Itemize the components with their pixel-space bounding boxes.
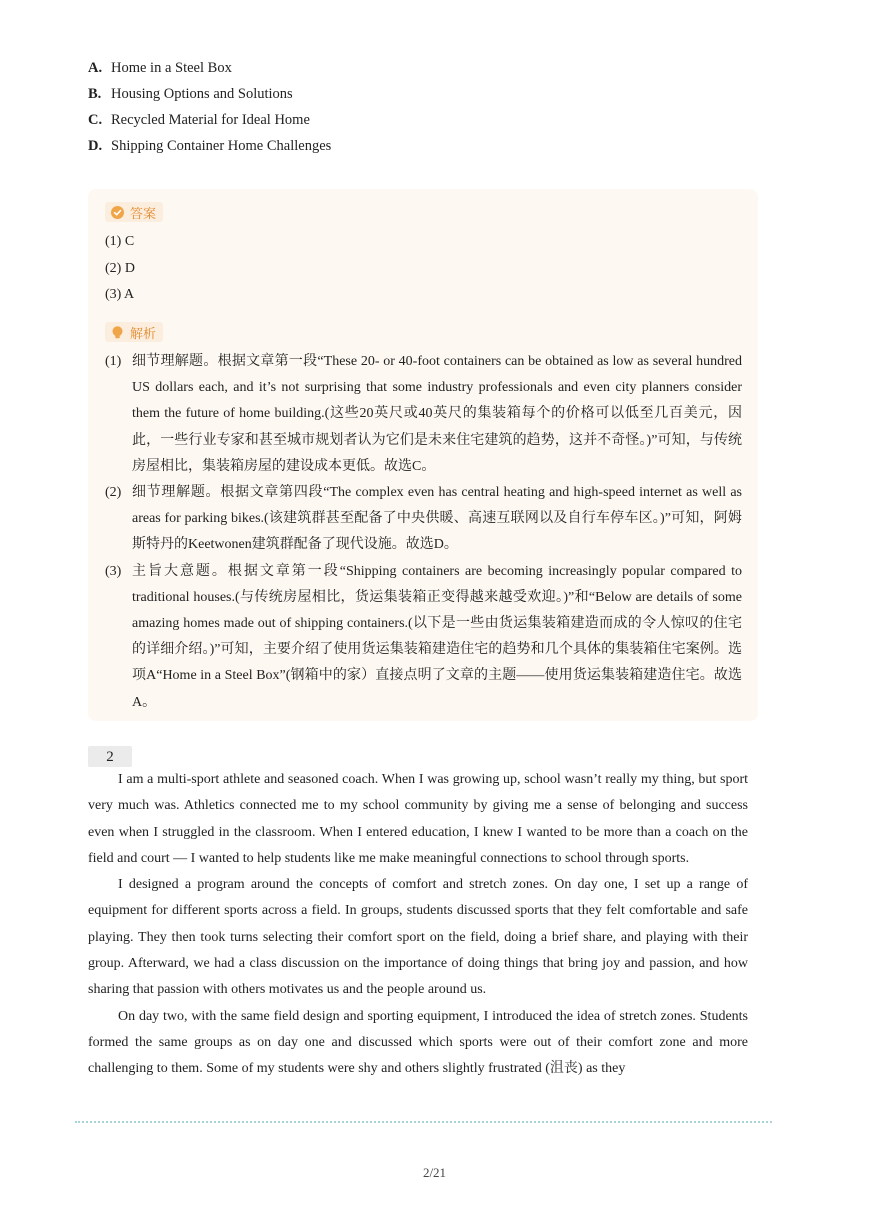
passage-paragraph: I designed a program around the concepts of comfort and stretch zones. On day one, I set up a range of equipment for different sports across a field. In groups, students discussed sports that they felt comfortable and safe playing. They then took turns selecting their comfort sport on the field, doing a brief share, and playing with their group. Afterward, we had a class discussion on the importance of doing things that bring joy and passion, and how sharing that passion with others motivates us and the people around us. <box>88 877 748 998</box>
lightbulb-icon <box>111 326 124 339</box>
analysis-item: (1) 细节理解题。根据文章第一段“These 20- or 40-foot containers can be obtained as low as several hundred US dollars each, and it’s not surprising that some industry professionals and even city planners consider them the future of home building.(这些20英尺或40英尺的集装箱每个的价格可以低至几百美元，因此，一些行业专家和甚至城市规划者认为它们是未来住宅建筑的趋势，这并不奇怪。)”可知，与传统房屋相比，集装箱房屋的建设成本更低。故选C。 <box>105 354 742 474</box>
analysis-label: 解析 <box>130 326 157 342</box>
analysis-item: (2) 细节理解题。根据文章第四段“The complex even has central heating and high-speed internet as well as areas for parking bikes.(该建筑群甚至配备了中央供暖、高速互联网以及自行车停车区。)”可知，阿姆斯特丹的Keetwonen建筑群配备了现代设施。故选D。 <box>105 485 742 553</box>
answer-analysis-box <box>88 189 758 721</box>
passage-paragraph: On day two, with the same field design and sporting equipment, I introduced the idea of stretch zones. Students formed the same groups as on day one and discussed which sports were out of their comfort zone and more challenging to them. Some of my students were shy and others slightly frustrated (沮丧) as they <box>88 1008 748 1077</box>
answer-item: (1) C <box>105 234 135 249</box>
analysis-tag <box>105 322 163 342</box>
answer-item: (2) D <box>105 260 135 276</box>
analysis-item: (3) 主旨大意题。根据文章第一段“Shipping containers are becoming increasingly popular compared to traditional houses.(与传统房屋相比，货运集装箱正变得越来越受欢迎。)”和“Below are details of some amazing homes made out of shipping containers.(以下是一些由货运集装箱建造而成的令人惊叹的住宅的详细介绍。)”可知，主要介绍了使用货运集装箱建造住宅的趋势和几个具体的集装箱住宅案例。选项A“Home in a Steel Box”(钢箱中的家）直接点明了文章的主题——使用货运集装箱建造住宅。故选A。 <box>105 563 742 710</box>
answer-list <box>105 229 135 309</box>
answer-tag <box>105 202 163 222</box>
check-circle-icon <box>111 206 124 219</box>
reading-passage <box>88 767 748 1083</box>
option-d: D. Shipping Container Home Challenges <box>88 138 332 154</box>
answer-label: 答案 <box>130 206 157 222</box>
option-list <box>88 55 788 159</box>
option-a: A. Home in a Steel Box <box>88 60 232 76</box>
page-number: 2/21 <box>422 1165 447 1180</box>
answer-item: (3) A <box>105 287 135 302</box>
analysis-list <box>105 349 742 716</box>
option-b: B. Housing Options and Solutions <box>88 86 293 102</box>
section-number-badge: 2 <box>88 746 132 767</box>
option-c: C. Recycled Material for Ideal Home <box>88 112 310 128</box>
passage-paragraph: I am a multi-sport athlete and seasoned coach. When I was growing up, school wasn’t really my thing, but sport very much was. Athletics connected me to my school community by giving me a sense of belonging and success even when I struggled in the classroom. When I entered education, I knew I wanted to be more than a coach on the field and court — I wanted to help students like me make meaningful connections to school through sports. <box>88 772 748 866</box>
page-divider <box>75 1121 772 1123</box>
